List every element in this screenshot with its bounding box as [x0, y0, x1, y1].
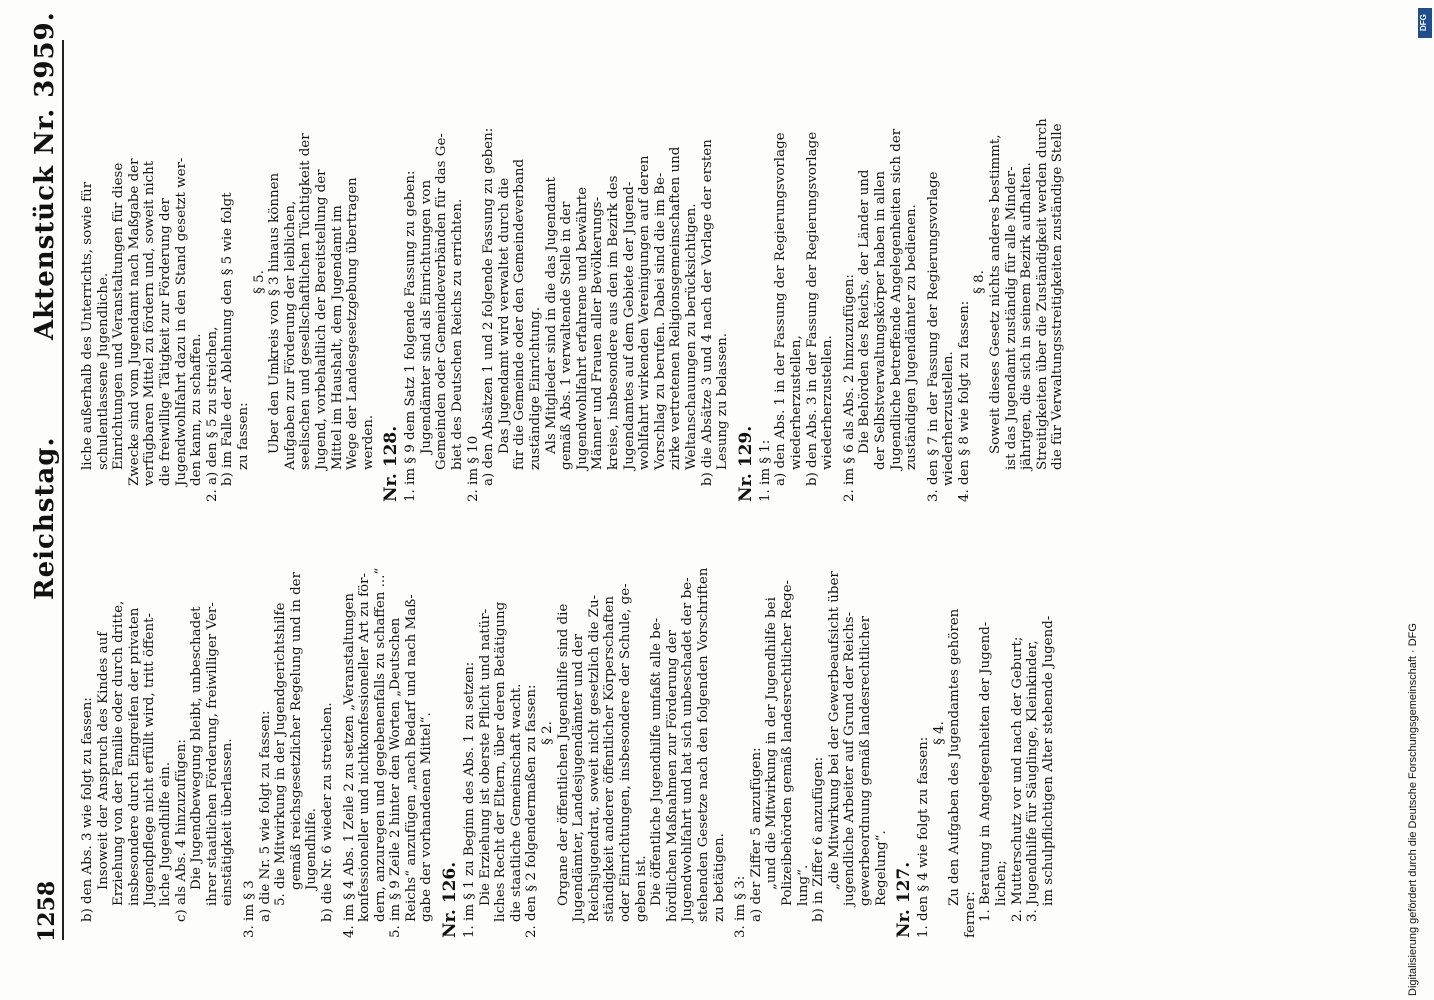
text-line: dern, anzuregen und gegebenenfalls zu schaffen ...“: [372, 567, 388, 922]
text-line: Jugendliche betreffende Angelegenheiten sich der: [888, 128, 904, 470]
text-line: seelischen und gesellschaftlichen Tüchtigkeit der: [298, 133, 314, 470]
text-line: Die Jugendbewegung bleibt, unbeschadet: [189, 606, 205, 890]
text-line: Reichsjugendrat, soweit nicht gesetzlich die Zu-: [586, 594, 602, 922]
text-line: wiederherzustellen.: [941, 351, 957, 486]
text-line: Erziehung von der Familie oder durch dritte,: [111, 600, 127, 906]
text-line: ihrer staatlichen Förderung, freiwilliger Ver-: [204, 602, 220, 906]
text-line: Jugendwohlfahrt erfahrene und bewährte: [574, 186, 590, 470]
text-line: Jugendämter sind als Einrichtungen von: [418, 179, 434, 454]
text-line: der Selbstverwaltungskörper haben in allen: [872, 170, 888, 470]
text-line: 1. Beratung in Angelegenheiten der Jugend-: [978, 621, 994, 922]
text-line: werden.: [360, 414, 376, 470]
text-line: stehenden Gesetze nach den folgenden Vorschriften: [695, 567, 711, 922]
text-line: die staatliche Gemeinschaft wacht.: [508, 683, 524, 922]
text-line: wiederherzustellen.: [820, 335, 836, 470]
text-line: Das Jugendamt wird verwaltet durch die: [496, 177, 512, 454]
paragraph-symbol-heading: § 4.: [931, 721, 947, 745]
text-line: a) den Abs. 1 in der Fassung der Regierungsvorlage: [773, 132, 789, 486]
text-line: „und die Mitwirkung in der Jugendhilfe bei: [764, 597, 780, 890]
text-line: 2. im § 10: [465, 435, 481, 502]
text-line: den kann, zu schaffen.: [189, 333, 205, 486]
text-line: gemäß reichsgesetzlicher Regelung und in der: [288, 572, 304, 890]
text-line: wiederherzustellen,: [788, 335, 804, 470]
text-line: gemäß Abs. 1 verwaltende Stelle in der: [559, 201, 575, 470]
dfg-logo-text: DFG: [1419, 14, 1428, 31]
text-line: Jugendwohlfahrt dazu in den Stand gesetzt wer-: [173, 157, 189, 486]
text-line: a) der Ziffer 5 anzufügen:: [748, 747, 764, 922]
text-line: Gemeinden oder Gemeindeverbänden für das Ge-: [434, 133, 450, 470]
text-line: ist das Jugendamt zuständig für alle Minder-: [1003, 166, 1019, 470]
text-line: lichen;: [994, 860, 1010, 906]
text-line: 2. Mutterschutz vor und nach der Geburt;: [1009, 636, 1025, 922]
text-line: 5. im § 9 Zeile 2 hinter den Worten „Deutschen: [388, 617, 404, 938]
text-line: ständigkeit anderer öffentlicher Körperschaften: [602, 596, 618, 922]
text-line: Jugendwohlfahrt und hat sich unbeschadet der be-: [680, 577, 696, 922]
text-line: „die Mitwirkung bei der Gewerbeaufsicht über: [826, 571, 842, 890]
section-heading: Nr. 127.: [894, 861, 915, 938]
text-line: für die Gemeinde oder den Gemeindeverband: [512, 158, 528, 470]
text-line: oder Einrichtungen, insbesondere der Schule, ge-: [618, 583, 633, 922]
text-line: Wege der Landesgesetzgebung übertragen: [345, 177, 361, 470]
text-line: 1. im § 1 zu Beginn des Abs. 1 zu setzen:: [462, 661, 478, 938]
text-line: Jugendhilfe.: [304, 807, 320, 890]
text-line: Männer und Frauen aller Bevölkerungs-: [590, 196, 606, 470]
text-line: 2. a) den § 5 zu streichen,: [204, 326, 220, 502]
text-line: Insoweit der Anspruch des Kindes auf: [95, 631, 111, 890]
text-line: Zu den Aufgaben des Jugendamtes gehören: [947, 608, 963, 906]
text-line: lung“.: [795, 864, 811, 906]
text-line: ferner:: [962, 891, 978, 938]
text-line: biet des Deutschen Reichs zu errichten.: [450, 198, 466, 470]
text-line: wohlfahrt wirkenden Vereinigungen auf deren: [637, 155, 653, 470]
text-line: b) den Abs. 3 wie folgt zu fassen:: [80, 697, 95, 922]
text-line: b) die Nr. 6 wieder zu streichen.: [319, 702, 335, 922]
text-line: b) im Falle der Ablehnung den § 5 wie folgt: [220, 192, 236, 486]
text-line: jugendliche Arbeiter auf Grund der Reichs-: [842, 611, 858, 906]
text-line: geben ist.: [633, 855, 649, 922]
text-line: 3. den § 7 in der Fassung der Regierungsvorlage: [925, 171, 941, 502]
text-line: schulentlassene Jugendliche.: [95, 272, 111, 470]
text-line: Einrichtungen und Veranstaltungen für diese: [111, 162, 127, 470]
text-line: verfügbaren Mittel zu fördern und, soweit nicht: [142, 160, 158, 486]
section-heading: Nr. 129.: [735, 425, 756, 502]
text-line: Über den Umkreis von § 3 hinaus können: [267, 172, 283, 454]
text-line: 3. im § 3:: [733, 875, 749, 938]
text-line: Jugendämter, Landesjugendämter und der: [571, 633, 587, 922]
text-line: Reichs“ anzufügen „nach Bedarf und nach Maß-: [403, 594, 419, 922]
text-line: liche außerhalb des Unterrichts, sowie für: [80, 181, 95, 470]
text-line: a) den Absätzen 1 und 2 folgende Fassung zu geben:: [481, 127, 497, 486]
text-line: Vorschlag zu berufen. Dabei sind die im Be-: [652, 172, 668, 470]
text-line: zu betätigen.: [711, 833, 727, 922]
text-line: a) die Nr. 5 wie folgt zu fassen:: [257, 710, 273, 922]
text-line: 1. im § 1:: [757, 439, 773, 502]
text-line: Jugend, vorbehaltlich der Bereitstellung der: [313, 169, 329, 470]
text-line: 3. Jugendhilfe für Säuglinge, Kleinkinder,: [1025, 640, 1041, 922]
text-line: Die Behörden des Reichs, der Länder und: [857, 169, 873, 454]
text-line: Aufgaben zur Förderung der leiblichen,: [282, 200, 298, 470]
text-line: liche Jugendhilfe ein.: [157, 762, 173, 906]
text-line: liches Recht der Eltern, über deren Betätigung: [493, 601, 509, 922]
paragraph-symbol-heading: § 2.: [540, 721, 556, 745]
text-line: Mittel im Haushalt, dem Jugendamt im: [329, 205, 345, 470]
paragraph-symbol-heading: § 5.: [251, 270, 267, 294]
text-line: kreise, insbesondere aus den im Bezirk des: [606, 175, 621, 470]
text-line: einstätigkeit überlassen.: [220, 738, 236, 906]
text-line: 3. im § 3: [241, 880, 257, 938]
text-line: gabe der vorhandenen Mittel“.: [419, 712, 435, 922]
section-heading: Nr. 126.: [440, 861, 461, 938]
text-line: Polizeibehörden gemäß landesrechtlicher Rege-: [779, 579, 795, 906]
running-head-right: Aktenstück Nr. 3959.: [30, 11, 60, 340]
text-column-right: [80, 62, 1066, 502]
text-line: konfessioneller und nichtkonfessioneller Art zu för-: [357, 572, 373, 922]
page-number: 1258: [34, 880, 60, 942]
text-line: b) die Absätze 3 und 4 nach der Vorlage der ersten: [699, 139, 715, 486]
text-line: im schulpflichtigen Alter stehende Jugend-: [1040, 615, 1056, 906]
text-line: zu fassen:: [235, 402, 251, 470]
digitization-sidebar: [1396, 6, 1426, 996]
text-line: zirke vertretenen Religionsgemeinschaften und: [668, 146, 684, 470]
text-line: gewerbeordnung gemäß landesrechtlicher: [857, 616, 873, 906]
text-line: Die Erziehung ist oberste Pflicht und natür-: [477, 608, 493, 906]
text-line: Streitigkeiten über die Zuständigkeit werden durch: [1034, 118, 1050, 470]
dfg-logo: [1418, 8, 1432, 38]
text-line: 1. den § 4 wie folgt zu fassen:: [916, 736, 932, 938]
digitization-credit: Digitalisierung gefördert durch die Deutsche Forschungsgemeinschaft · DFG: [1407, 623, 1419, 996]
text-line: Jugendpflege nicht erfüllt wird, tritt öffent-: [142, 613, 158, 906]
running-head-left: Reichstag.: [30, 436, 60, 600]
text-line: 4. den § 8 wie folgt zu fassen:: [956, 300, 972, 502]
text-line: 5. die Mitwirkung in der Jugendgerichtshilfe: [273, 602, 289, 906]
text-line: 4. im § 4 Abs. 1 Zeile 2 zu setzen „Veranstaltungen: [341, 593, 357, 938]
text-line: 2. im § 6 als Abs. 2 hinzuzufügen:: [841, 274, 857, 502]
text-line: b) den Abs. 3 in der Fassung der Regierungsvorlage: [804, 131, 820, 486]
paragraph-symbol-heading: § 8.: [972, 270, 988, 294]
text-line: insbesondere durch Eingreifen der privaten: [126, 607, 142, 906]
text-line: Lesung zu belassen.: [715, 332, 731, 470]
text-column-left: [80, 528, 1056, 938]
text-line: hördlichen Maßnahmen zur Förderung der: [664, 630, 680, 922]
text-line: 2. den § 2 folgendermaßen zu fassen:: [524, 684, 540, 938]
text-line: die für Verwaltungsstreitigkeiten zuständige Stelle: [1050, 123, 1066, 470]
text-line: Weltanschauungen zu berücksichtigen.: [683, 203, 699, 470]
text-line: Jugendamtes auf dem Gebiete der Jugend-: [621, 181, 637, 470]
header-rule: [62, 40, 64, 940]
text-line: jährigen, die sich in seinem Bezirk aufhalten.: [1019, 162, 1035, 470]
section-heading: Nr. 128.: [381, 425, 402, 502]
text-line: Organe der öffentlichen Jugendhilfe sind die: [555, 603, 571, 906]
text-line: 1. im § 9 dem Satz 1 folgende Fassung zu geben:: [403, 170, 419, 502]
text-line: b) in Ziffer 6 anzufügen:: [811, 756, 827, 922]
text-line: Zwecke sind vom Jugendamt nach Maßgabe der: [126, 158, 142, 486]
text-line: Als Mitglieder sind in die das Jugendamt: [543, 177, 559, 454]
text-line: die freiwillige Tätigkeit zur Förderung der: [157, 198, 173, 486]
text-line: Soweit dieses Gesetz nichts anderes bestimmt,: [988, 134, 1004, 454]
text-line: Regelung“.: [873, 830, 889, 906]
text-line: zuständige Einrichtung.: [528, 306, 544, 470]
text-line: c) als Abs. 4 hinzuzufügen:: [173, 739, 189, 922]
text-line: zuständigen Jugendämter zu bedienen.: [904, 204, 920, 470]
text-line: Die öffentliche Jugendhilfe umfaßt alle be-: [649, 617, 665, 906]
